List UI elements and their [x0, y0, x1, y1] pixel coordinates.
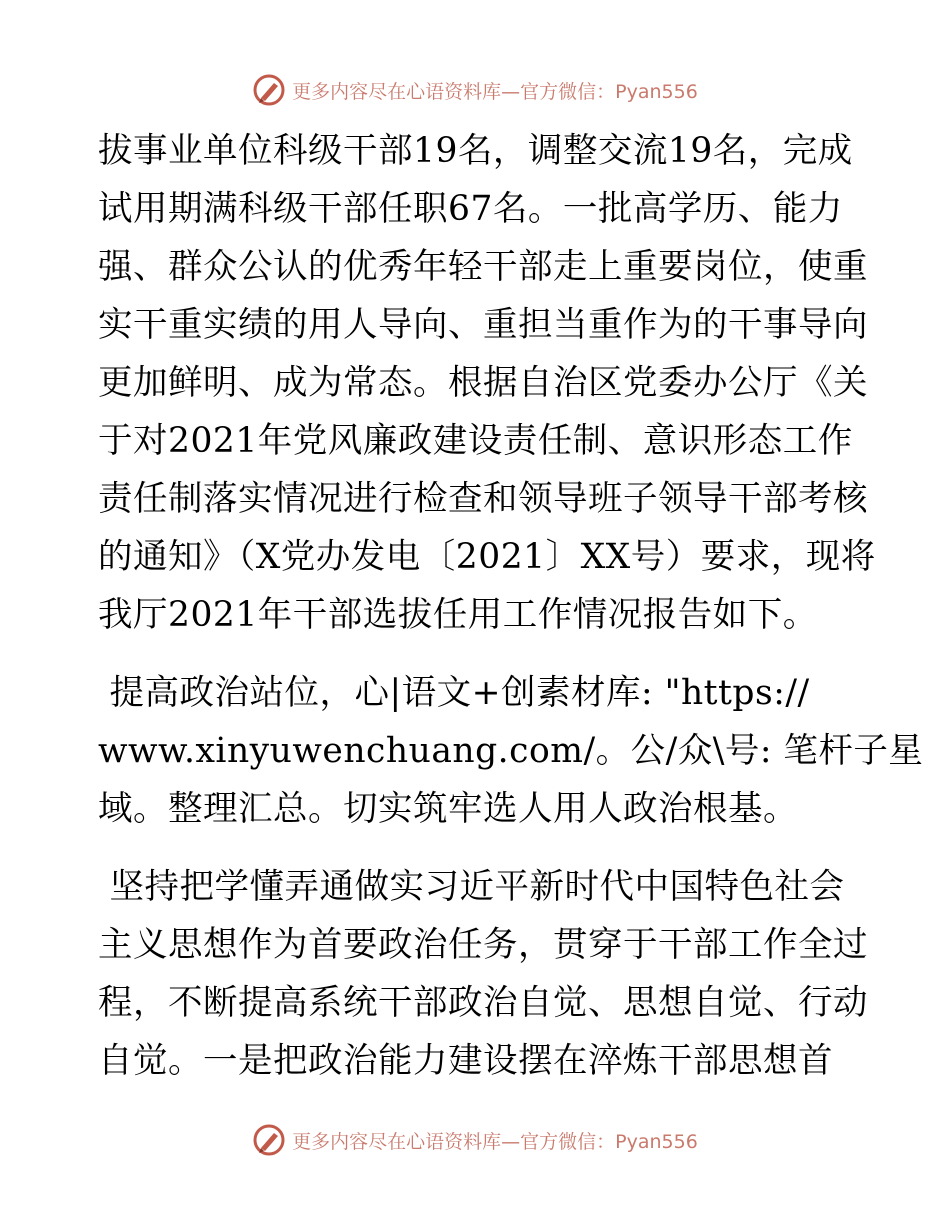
footer-banner-text: 更多内容尽在心语资料库—官方微信：Pyan556	[292, 1130, 698, 1153]
paragraph-gap	[98, 644, 858, 664]
text-line: 坚持把学懂弄通做实习近平新时代中国特色社会	[98, 867, 845, 907]
text-line: 我厅2021年干部选拔任用工作情况报告如下。	[98, 595, 818, 635]
text-line: www.xinyuwenchuang.com/。公/众\号: 笔杆子星	[98, 731, 924, 771]
text-line: 试用期满科级干部任职67名。一批高学历、能力	[98, 189, 843, 229]
pen-logo-icon	[252, 73, 286, 107]
text-line: 于对2021年党风廉政建设责任制、意识形态工作	[98, 421, 853, 461]
text-line: 实干重实绩的用人导向、重担当重作为的干事导向	[98, 305, 868, 345]
text-line: 拔事业单位科级干部19名，调整交流19名，完成	[98, 131, 853, 171]
text-line: 程，不断提高系统干部政治自觉、思想自觉、行动	[98, 983, 868, 1023]
text-line: 自觉。一是把政治能力建设摆在淬炼干部思想首	[98, 1041, 833, 1081]
paragraph	[98, 122, 876, 644]
text-line: 提高政治站位，心|语文+创素材库: "https://	[98, 673, 810, 713]
text-line: 主义思想作为首要政治任务，贯穿于干部工作全过	[98, 925, 868, 965]
paragraph	[98, 858, 868, 1090]
text-line: 域。整理汇总。切实筑牢选人用人政治根基。	[98, 789, 798, 829]
pen-logo-icon	[252, 1123, 286, 1157]
header-banner	[0, 70, 950, 110]
document-body	[98, 122, 924, 1090]
paragraph-gap	[98, 838, 858, 858]
footer-banner	[0, 1120, 950, 1160]
text-line: 更加鲜明、成为常态。根据自治区党委办公厅《关	[98, 363, 868, 403]
header-banner-text: 更多内容尽在心语资料库—官方微信：Pyan556	[292, 80, 698, 103]
paragraph	[98, 664, 924, 838]
text-line: 强、群众公认的优秀年轻干部走上重要岗位，使重	[98, 247, 868, 287]
text-line: 责任制落实情况进行检查和领导班子领导干部考核	[98, 479, 868, 519]
text-line: 的通知》（X党办发电〔2021〕XX号）要求，现将	[98, 537, 876, 577]
